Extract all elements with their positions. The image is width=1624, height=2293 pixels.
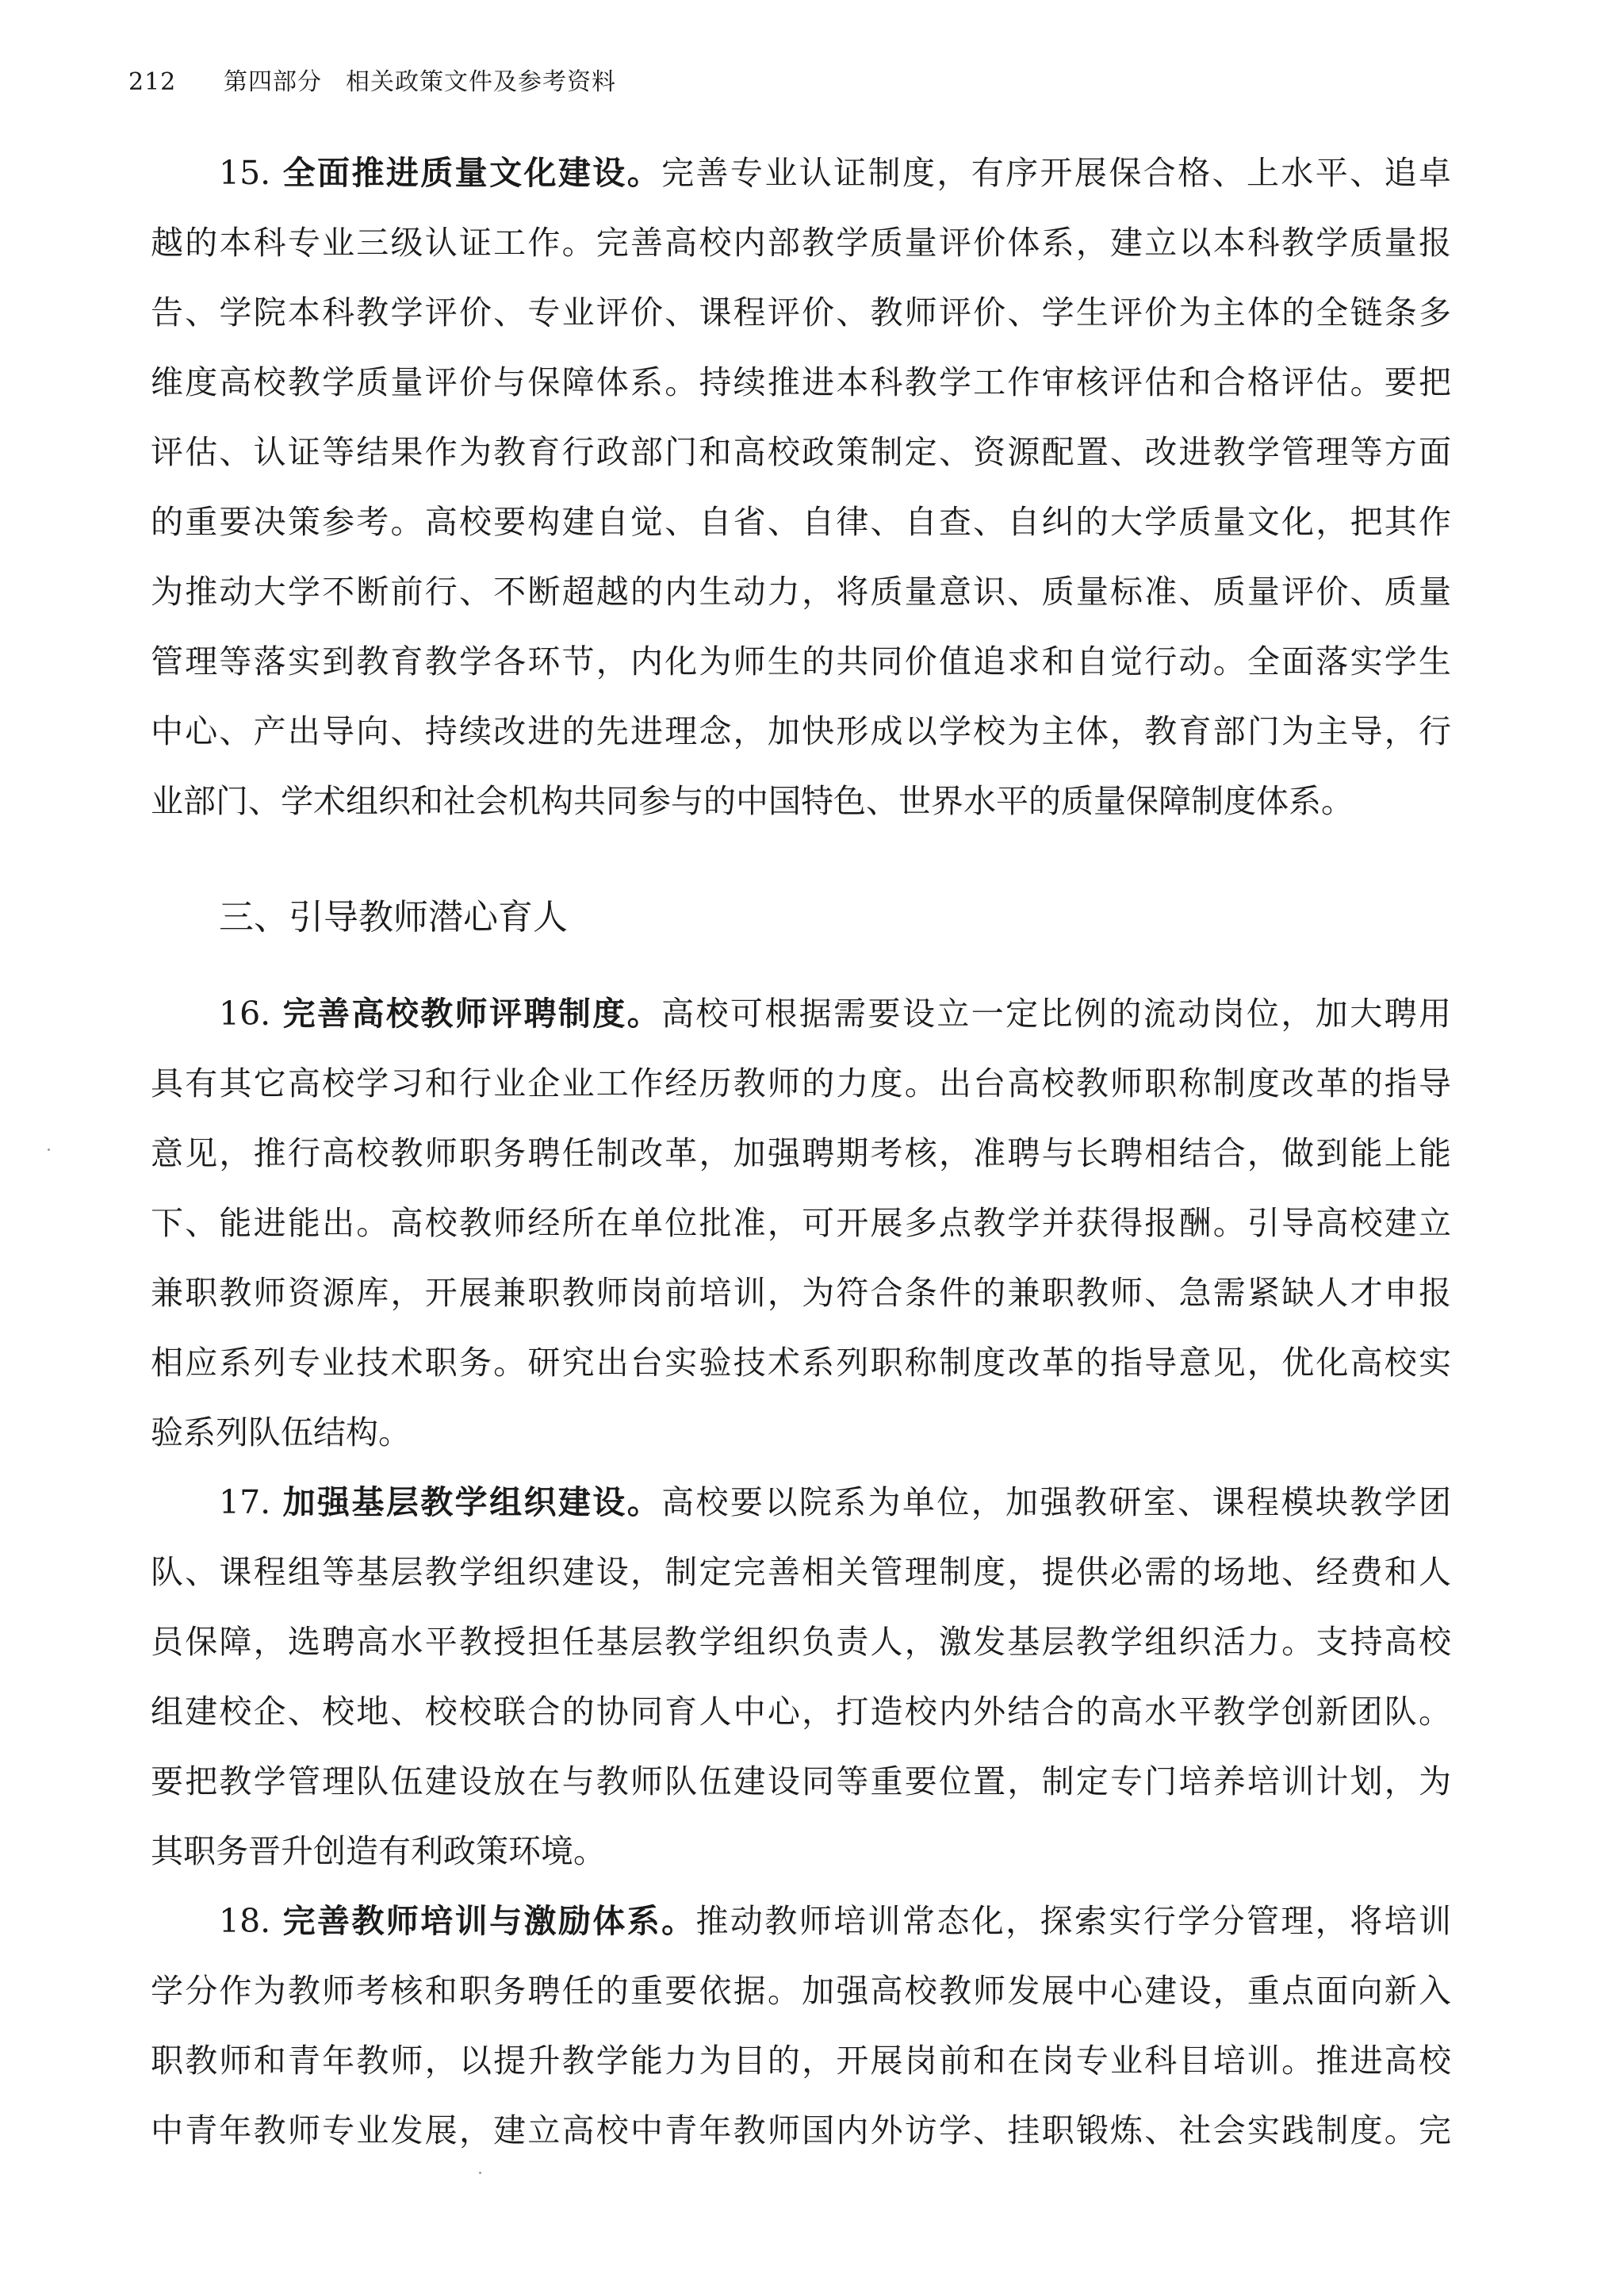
paragraph-line: 意见，推行高校教师职务聘任制改革，加强聘期考核，准聘与长聘相结合，做到能上能 xyxy=(151,1134,1451,1172)
paragraph-line: 18. 完善教师培训与激励体系。推动教师培训常态化，探索实行学分管理，将培训 xyxy=(219,1902,1452,1940)
paragraph-line: 下、能进能出。高校教师经所在单位批准，可开展多点教学并获得报酬。引导高校建立 xyxy=(151,1204,1451,1242)
paragraph-line: 业部门、学术组织和社会机构共同参与的中国特色、世界水平的质量保障制度体系。 xyxy=(151,782,1354,820)
paragraph-line: 验系列队伍结构。 xyxy=(151,1413,411,1451)
paragraph-line: 职教师和青年教师，以提升教学能力为目的，开展岗前和在岗专业科目培训。推进高校 xyxy=(151,2042,1451,2080)
paragraph-18 xyxy=(151,1886,1451,2165)
paragraph-line: 员保障，选聘高水平教授担任基层教学组织负责人，激发基层教学组织活力。支持高校 xyxy=(151,1623,1451,1661)
scan-speck xyxy=(48,1148,50,1151)
paragraph-line: 为推动大学不断前行、不断超越的内生动力，将质量意识、质量标准、质量评价、质量 xyxy=(151,573,1451,611)
paragraph-line: 中心、产出导向、持续改进的先进理念，加快形成以学校为主体，教育部门为主导，行 xyxy=(151,712,1451,750)
item-heading: 全面推进质量文化建设。 xyxy=(282,154,662,192)
paragraph-line: 相应系列专业技术职务。研究出台实验技术系列职称制度改革的指导意见，优化高校实 xyxy=(151,1344,1451,1382)
paragraph-line: 要把教学管理队伍建设放在与教师队伍建设同等重要位置，制定专门培养培训计划，为 xyxy=(151,1762,1451,1800)
paragraph-17 xyxy=(151,1467,1451,1886)
page-number: 212 xyxy=(128,68,177,96)
paragraph-line: 15. 全面推进质量文化建设。完善专业认证制度，有序开展保合格、上水平、追卓 xyxy=(219,154,1452,192)
item-number: 16. xyxy=(219,995,283,1033)
paragraph-line: 的重要决策参考。高校要构建自觉、自省、自律、自查、自纠的大学质量文化，把其作 xyxy=(151,503,1451,541)
paragraph-line: 兼职教师资源库，开展兼职教师岗前培训，为符合条件的兼职教师、急需紧缺人才申报 xyxy=(151,1274,1451,1312)
paragraph-line: 队、课程组等基层教学组织建设，制定完善相关管理制度，提供必需的场地、经费和人 xyxy=(151,1553,1451,1591)
item-heading: 完善教师培训与激励体系。 xyxy=(282,1902,696,1940)
paragraph-line: 具有其它高校学习和行业企业工作经历教师的力度。出台高校教师职称制度改革的指导 xyxy=(151,1064,1451,1102)
section-heading: 三、引导教师潜心育人 xyxy=(219,897,568,938)
header-title: 相关政策文件及参考资料 xyxy=(346,68,616,96)
item-heading: 完善高校教师评聘制度。 xyxy=(282,995,662,1033)
running-header xyxy=(128,62,616,97)
paragraph-line: 评估、认证等结果作为教育行政部门和高校政策制定、资源配置、改进教学管理等方面 xyxy=(151,433,1451,471)
paragraph-line: 中青年教师专业发展，建立高校中青年教师国内外访学、挂职锻炼、社会实践制度。完 xyxy=(151,2111,1451,2149)
item-heading: 加强基层教学组织建设。 xyxy=(282,1483,662,1521)
paragraph-line: 16. 完善高校教师评聘制度。高校可根据需要设立一定比例的流动岗位，加大聘用 xyxy=(219,995,1452,1033)
paragraph-line: 组建校企、校地、校校联合的协同育人中心，打造校内外结合的高水平教学创新团队。 xyxy=(151,1693,1451,1731)
paragraph-16 xyxy=(151,979,1451,1467)
paragraph-15 xyxy=(151,138,1451,836)
paragraph-line: 17. 加强基层教学组织建设。高校要以院系为单位，加强教研室、课程模块教学团 xyxy=(219,1483,1452,1521)
item-number: 15. xyxy=(219,154,283,192)
paragraph-line: 学分作为教师考核和职务聘任的重要依据。加强高校教师发展中心建设，重点面向新入 xyxy=(151,1972,1451,2010)
scan-speck xyxy=(479,2172,481,2174)
paragraph-line: 告、学院本科教学评价、专业评价、课程评价、教师评价、学生评价为主体的全链条多 xyxy=(151,293,1451,332)
paragraph-line: 其职务晋升创造有利政策环境。 xyxy=(151,1832,606,1870)
part-label: 第四部分 xyxy=(224,68,322,96)
paragraph-line: 维度高校教学质量评价与保障体系。持续推进本科教学工作审核评估和合格评估。要把 xyxy=(151,363,1451,401)
paragraph-line: 越的本科专业三级认证工作。完善高校内部教学质量评价体系，建立以本科教学质量报 xyxy=(151,224,1451,262)
paragraph-line: 管理等落实到教育教学各环节，内化为师生的共同价值追求和自觉行动。全面落实学生 xyxy=(151,642,1451,681)
item-number: 18. xyxy=(219,1902,283,1940)
item-number: 17. xyxy=(219,1483,283,1521)
